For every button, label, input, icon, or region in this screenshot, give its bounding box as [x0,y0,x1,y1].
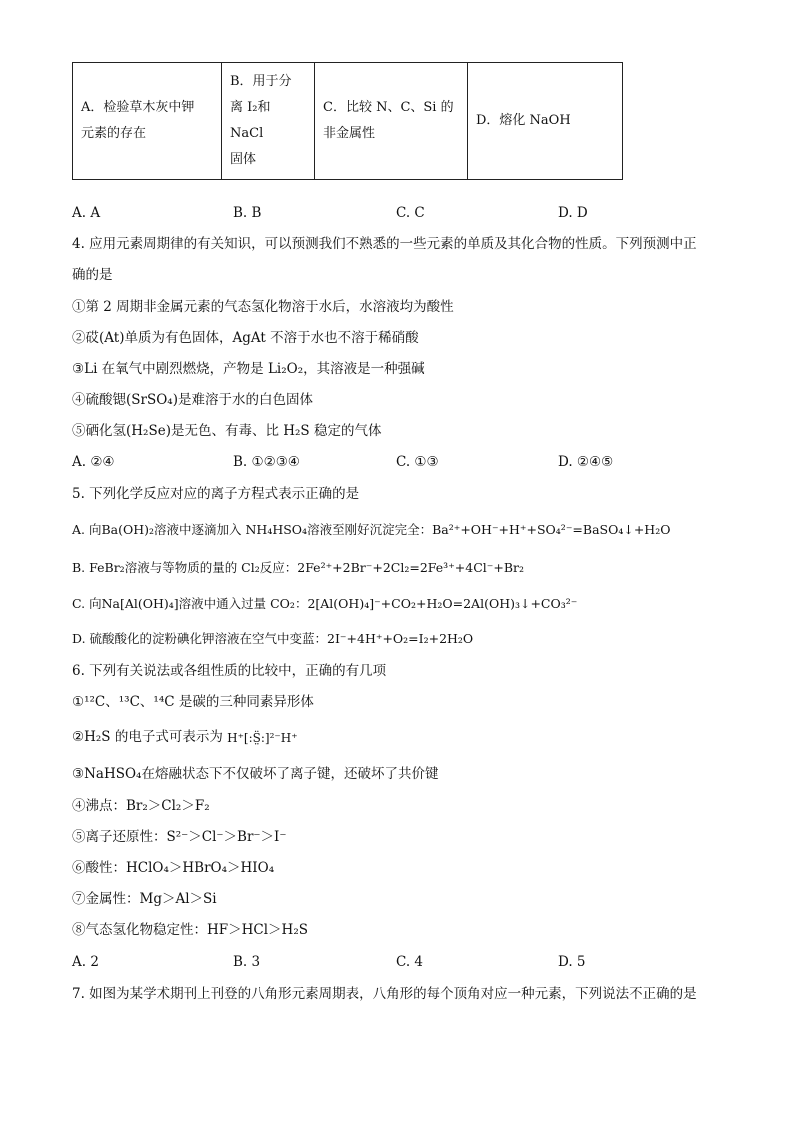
q5-option-c[interactable]: C. 向Na[Al(OH)₄]溶液中通入过量 CO₂：2[Al(OH)₄]⁻+CO₂+H₂O=2Al(OH)₃↓+CO₃²⁻ [72,596,578,611]
q4-stem-line1: 4. 应用元素周期律的有关知识，可以预测我们不熟悉的一些元素的单质及其化合物的性质。下列预测中正 [72,236,697,252]
q4-stem-line2: 确的是 [72,267,113,283]
table-cell-b: B．用于分 离 I₂和 NaCl 固体 [222,63,315,180]
q4-item-5: ⑤硒化氢(H₂Se)是无色、有毒、比 H₂S 稳定的气体 [72,423,382,439]
q4-option-c[interactable]: C. ①③ [396,454,439,470]
q5-stem: 5. 下列化学反应对应的离子方程式表示正确的是 [72,486,360,502]
q6-item-7: ⑦金属性：Mg＞Al＞Si [72,891,217,907]
q4-option-b[interactable]: B. ①②③④ [233,454,300,470]
q5-option-a[interactable]: A. 向Ba(OH)₂溶液中逐滴加入 NH₄HSO₄溶液至刚好沉淀完全：Ba²⁺+OH⁻+H⁺+SO₄²⁻=BaSO₄↓+H₂O [72,522,671,537]
q4-item-1: ①第 2 周期非金属元素的气态氢化物溶于水后，水溶液均为酸性 [72,299,454,315]
q6-item-2-text: ②H₂S 的电子式可表示为 [72,729,223,745]
q5-option-b[interactable]: B. FeBr₂溶液与等物质的量的 Cl₂反应：2Fe²⁺+2Br⁻+2Cl₂=2Fe³⁺+4Cl⁻+Br₂ [72,560,525,575]
q6-item-4: ④沸点：Br₂＞Cl₂＞F₂ [72,798,210,814]
q6-item-5: ⑤离子还原性：S²⁻＞Cl⁻＞Br⁻＞I⁻ [72,829,287,845]
q6-item-6: ⑥酸性：HClO₄＞HBrO₄＞HIO₄ [72,860,275,876]
q6-item-3: ③NaHSO₄在熔融状态下不仅破坏了离子键，还破坏了共价键 [72,766,439,782]
q3-option-c[interactable]: C. C [396,205,425,221]
q4-option-a[interactable]: A. ②④ [72,454,115,470]
q5-option-d[interactable]: D. 硫酸酸化的淀粉碘化钾溶液在空气中变蓝：2I⁻+4H⁺+O₂=I₂+2H₂O [72,631,474,646]
table-cell-d: D．熔化 NaOH [468,63,623,180]
q4-item-2: ②砹(At)单质为有色固体，AgAt 不溶于水也不溶于稀硝酸 [72,330,419,346]
h2s-lewis-structure: H⁺[:S̤̈:]²⁻H⁺ [227,730,298,745]
q6-stem: 6. 下列有关说法或各组性质的比较中，正确的有几项 [72,663,387,679]
q7-stem: 7. 如图为某学术期刊上刊登的八角形元素周期表，八角形的每个顶角对应一种元素，下列说法不正确的是 [72,986,697,1002]
q6-option-a[interactable]: A. 2 [72,954,99,970]
q6-item-1: ①¹²C、¹³C、¹⁴C 是碳的三种同素异形体 [72,694,314,710]
q3-option-d[interactable]: D. D [558,205,588,221]
q4-option-d[interactable]: D. ②④⑤ [558,454,614,470]
table-cell-c: C．比较 N、C、Si 的 非金属性 [315,63,468,180]
apparatus-table [72,62,623,180]
table-cell-a: A．检验草木灰中钾 元素的存在 [73,63,222,180]
q6-item-8: ⑧气态氢化物稳定性：HF＞HCl＞H₂S [72,922,308,938]
q4-item-3: ③Li 在氧气中剧烈燃烧，产物是 Li₂O₂，其溶液是一种强碱 [72,361,425,377]
q6-option-c[interactable]: C. 4 [396,954,424,970]
q6-option-b[interactable]: B. 3 [233,954,261,970]
q3-option-a[interactable]: A. A [72,205,101,221]
q6-option-d[interactable]: D. 5 [558,954,586,970]
q4-item-4: ④硫酸锶(SrSO₄)是难溶于水的白色固体 [72,392,313,408]
q3-option-b[interactable]: B. B [233,205,262,221]
q6-item-2 [72,727,298,748]
